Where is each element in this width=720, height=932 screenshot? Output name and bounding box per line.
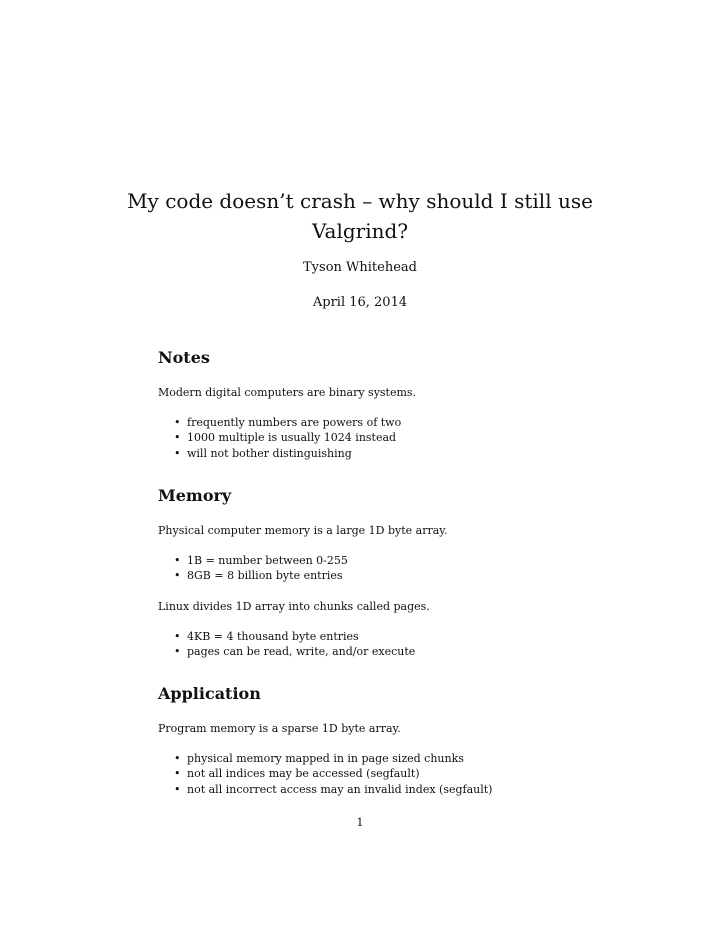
author-name: Tyson Whitehead [303, 260, 417, 275]
bullet-icon: • [174, 554, 181, 567]
page-number: 1 [356, 816, 364, 829]
bullet-icon: • [174, 446, 181, 460]
bullet-icon: • [174, 752, 181, 765]
section-memory [158, 486, 578, 659]
section-heading-memory: Memory [158, 486, 232, 505]
bullet-icon: • [174, 431, 181, 445]
bullet-icon: • [174, 629, 181, 643]
document-title: My code doesn’t crash – why should I still use Valgrind? [127, 189, 593, 243]
notes-list [158, 415, 578, 461]
memory-paragraph-2: Linux divides 1D array into chunks called pages. [158, 599, 430, 613]
memory-list-1 [158, 553, 578, 584]
list-item: • pages can be read, write, and/or execute [174, 644, 416, 658]
bullet-icon: • [174, 644, 181, 658]
section-heading-application: Application [158, 684, 261, 703]
application-list [158, 751, 578, 797]
list-item: • 4KB = 4 thousand byte entries [174, 629, 359, 643]
list-item: • 1000 multiple is usually 1024 instead [174, 431, 397, 445]
list-item: • not all indices may be accessed (segfault) [174, 767, 420, 781]
list-item: • physical memory mapped in in page sized chunks [174, 752, 464, 765]
section-notes [158, 348, 578, 461]
list-item: • 8GB = 8 billion byte entries [174, 569, 343, 583]
document-date: April 16, 2014 [312, 295, 408, 310]
list-item: • 1B = number between 0-255 [174, 554, 348, 567]
section-application [158, 684, 578, 797]
bullet-icon: • [174, 767, 181, 781]
list-item: • not all incorrect access may an invalid index (segfault) [174, 782, 493, 796]
bullet-icon: • [174, 569, 181, 583]
memory-paragraph-1: Physical computer memory is a large 1D byte array. [158, 524, 448, 537]
notes-paragraph: Modern digital computers are binary systems. [158, 386, 417, 399]
memory-list-2 [158, 629, 578, 660]
bullet-icon: • [174, 416, 181, 429]
list-item: • will not bother distinguishing [174, 446, 352, 460]
section-heading-notes: Notes [158, 348, 210, 367]
application-paragraph: Program memory is a sparse 1D byte array. [158, 722, 401, 735]
list-item: • frequently numbers are powers of two [174, 416, 402, 429]
bullet-icon: • [174, 782, 181, 796]
